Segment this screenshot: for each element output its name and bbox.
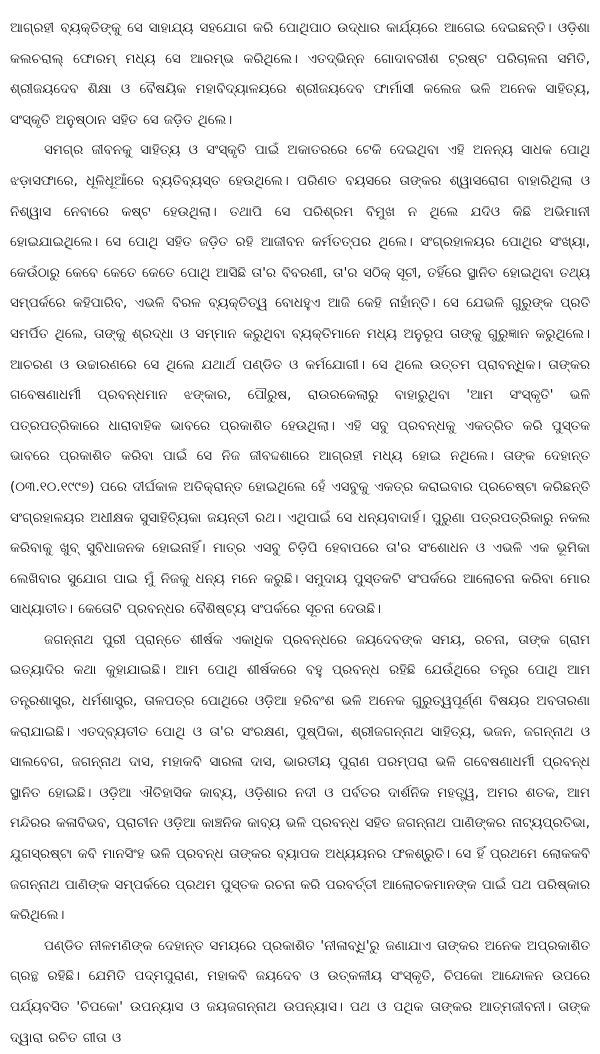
paragraph-essay-topics: ଜଗନ୍ନାଥ ପୁରୀ ପ୍ରାନ୍ତେ ଶୀର୍ଷକ ଏକାଧିକ ପ୍ରବନ୍ଧରେ ଜୟଦେବଙ୍କ ସମୟ, ରଚନା, ତାଙ୍କ ଗ୍ରାମ ଇତ୍ୟାଦିର କଥା କୁହାଯାଇଛି। ଆମ ପୋଥି ଶୀର୍ଷକରେ ବହୁ ପ୍ରବନ୍ଧ ରହିଛି ଯେଉଁଥିରେ ତନ୍ତ୍ର ପୋଥି ଆମ ତନ୍ତ୍ରଶାସ୍ତ୍ର, ଧର୍ମଶାସ୍ତ୍ର, ତାଳପତ୍ର ପୋଥିରେ ଓଡ଼ିଆ ହରିବଂଶ ଭଳି ଅନେକ ଗୁରୁତ୍ୱପୂର୍ଣ୍ଣ ବିଷୟର ଅବତାରଣା କରାଯାଇଛି। ଏତଦ୍‌ବ୍ୟତୀତ ପୋଥି ଓ ତା'ର ସଂରକ୍ଷଣ, ପୁଷ୍ପିକା, ଶ୍ରୀଜଗନ୍ନାଥ ସାହିତ୍ୟ, ଭଜନ, ଜଗନ୍ନାଥ ଓ ସାଲବେଗ, ଜଗନ୍ନାଥ ଦାସ, ମହାକବି ସାରଳା ଦାସ, ଭାରତୀୟ ପୁରାଣ ପରମ୍ପରା ଭଳି ଗବେଷଣାଧର୍ମୀ ପ୍ରବନ୍ଧ ସ୍ଥାନିତ ହୋଇଛି। ଓଡ଼ିଆ ଐତିହାସିକ କାବ୍ୟ, ଓଡ଼ିଶାର ନଦୀ ଓ ପର୍ବତର ଦାର୍ଶନିକ ମହତ୍ତ୍ୱ, ଅମର ଶତକ, ଆମ ମନ୍ଦିରର କଳାବିଭବ, ପ୍ରାଚୀନ ଓଡ଼ିଆ କାଞ୍ଚନିକ କାବ୍ୟ ଭଳି ପ୍ରବନ୍ଧ ସହିତ ଜଗନ୍ନାଥ ପାଣିଙ୍କର ନାଟ୍ୟପ୍ରତିଭା, ଯୁଗସ୍ରଷ୍ଟା କବି ମାନସିଂହ ଭଳି ପ୍ରବନ୍ଧ ତାଙ୍କର ବ୍ୟାପକ ଅଧ୍ୟୟନର ଫଳଶ୍ରୁତି। ସେ ହିଁ ପ୍ରଥମେ ଲୋକକବି ଜଗନ୍ନାଥ ପାଣିଙ୍କ ସମ୍ପର୍କରେ ପ୍ରଥମ ପୁସ୍ତକ ରଚନା କରି ପରବର୍ତ୍ତୀ ଆଲୋଚକମାନଙ୍କ ପାଇଁ ପଥ ପରିଷ୍କାର କରିଥିଲେ। bbox=[10, 632, 590, 924]
paragraph-institutions: ଆଗ୍ରହୀ ବ୍ୟକ୍ତିଙ୍କୁ ସେ ସାହାଯ୍ୟ ସହଯୋଗ କରି ପୋଥିପାଠ ଉଦ୍ଧାର କାର୍ଯ୍ୟରେ ଆଗେଇ ଦେଇଛନ୍ତି। ଓଡ଼ିଶା କଲଚରାଲ୍ ଫୋରମ୍ ମଧ୍ୟ ସେ ଆରମ୍ଭ କରିଥିଲେ। ଏତଦ୍‌ଭିନ୍ନ ଗୋଦାବରୀଶ ଟ୍ରଷ୍ଟ ପରିଚାଳନା ସମିତି, ଶ୍ରୀଜୟଦେବ ଶିକ୍ଷା ଓ ବୈଷୟିକ ମହାବିଦ୍ୟାଳୟରେ ଶ୍ରୀଜୟଦେବ ଫାର୍ମାସୀ କଲେଜ ଭଳି ଅନେକ ସାହିତ୍ୟ, ସଂସ୍କୃତି ଅନୁଷ୍ଠାନ ସହିତ ସେ ଜଡ଼ିତ ଥିଲେ। bbox=[10, 21, 590, 128]
paragraph-unpublished-works: ପଣ୍ଡିତ ନୀଳମଣିଙ୍କ ଦେହାନ୍ତ ସମୟରେ ପ୍ରକାଶିତ 'ନୀଳାବ୍ଧି'ରୁ ଜଣାଯାଏ ତାଙ୍କର ଅନେକ ଅପ୍ରକାଶିତ ଗ୍ରନ୍ଥ ରହିଛି। ଯେମିତି ପଦ୍ମପୁରାଣ, ମହାକବି ଜୟଦେବ ଓ ଉତ୍କଳୀୟ ସଂସ୍କୃତି, ଚିପକୋ ଆନ୍ଦୋଳନ ଉପରେ ପର୍ଯ୍ୟବସିତ 'ଚିପକୋ' ଉପନ୍ୟାସ ଓ ଜୟଜଗନ୍ନାଥ ଉପନ୍ୟାସ। ପଥ ଓ ପଥିକ ତାଙ୍କର ଆତ୍ମଜୀବନୀ। ତାଙ୍କ ଦ୍ୱାରା ରଚିତ ଗୀତା ଓ bbox=[10, 938, 590, 1046]
paragraph-life-and-essays: ସମଗ୍ର ଜୀବନକୁ ସାହିତ୍ୟ ଓ ସଂସ୍କୃତି ପାଇଁ ଅକାତରରେ ଟେକି ଦେଇଥିବା ଏହି ଅନନ୍ୟ ସାଧକ ପୋଥି ଝଡ଼ାସଫାରେ, ଧୂଳିଧୂଆଁରେ ବ୍ୟତିବ୍ୟସ୍ତ ହେଉଥିଲେ। ପରିଣତ ବୟସରେ ତାଙ୍କର ଶ୍ୱାସରୋଗ ବାହାରିଥିଲା ଓ ନିଶ୍ୱାସ ନେବାରେ କଷ୍ଟ ହେଉଥିଲା। ତଥାପି ସେ ପରିଶ୍ରମ ବିମୁଖ ନ ଥିଲେ ଯଦିଓ କିଛି ଅଭିମାନୀ ହୋଇଯାଇଥିଲେ। ସେ ପୋଥି ସହିତ ଜଡ଼ିତ ରହି ଆଜୀବନ କର୍ମତତ୍ପର ଥିଲେ। ସଂଗ୍ରହାଳୟର ପୋଥିର ସଂଖ୍ୟା, କେଉଁଠାରୁ କେବେ କେତେ କେତେ ପୋଥି ଆସିଛି ତା'ର ବିବରଣୀ, ତା'ର ସଠିକ୍ ସୂଚୀ, ତହିଁରେ ସ୍ଥାନିତ ହୋଇଥିବା ତଥ୍ୟ ସମ୍ପର୍କରେ କହିପାରିବ, ଏଭଳି ବିରଳ ବ୍ୟକ୍ତିତ୍ୱ ବୋଧହୁଏ ଆଜି କେହି ନାହାଁନ୍ତି। ସେ ଯେଭଳି ଗୁରୁଙ୍କ ପ୍ରତି ସମର୍ପିତ ଥିଲେ, ତାଙ୍କୁ ଶ୍ରଦ୍ଧା ଓ ସମ୍ମାନ କରୁଥିବା ବ୍ୟକ୍ତିମାନେ ମଧ୍ୟ ଅନୁରୂପ ତାଙ୍କୁ ଗୁରୁଜ୍ଞାନ କରୁଥିଲେ। ଆଚରଣ ଓ ଉଚ୍ଚାରଣରେ ସେ ଥିଲେ ଯଥାର୍ଥ ପଣ୍ଡିତ ଓ କର୍ମଯୋଗୀ। ସେ ଥିଲେ ଉତ୍ତମ ପ୍ରାବନ୍ଧିକ। ତାଙ୍କର ଗବେଷଣାଧର୍ମୀ ପ୍ରବନ୍ଧମାନ ଝଙ୍କାର, ପୌରୁଷ, ରାଉରକେଲାରୁ ବାହାରୁଥିବା 'ଆମ ସଂସ୍କୃତି' ଭଳି ପତ୍ରପତ୍ରିକାରେ ଧାରାବାହିକ ଭାବରେ ପ୍ରକାଶିତ ହେଉଥିଲା। ଏହି ସବୁ ପ୍ରବନ୍ଧକୁ ଏକତ୍ରିତ କରି ପୁସ୍ତକ ଭାବରେ ପ୍ରକାଶିତ କରିବା ପାଇଁ ସେ ନିଜ ଜୀବଦ୍ଦଶାରେ ଆଗ୍ରହୀ ମଧ୍ୟ ହୋଇ ନଥିଲେ। ତାଙ୍କ ଦେହାନ୍ତ (୦୩.୧୦.୧୯୯୭) ପରେ ଦୀର୍ଘକାଳ ଅତିକ୍ରାନ୍ତ ହୋଇଥିଲେ ହେଁ ଏସବୁକୁ ଏକତ୍ର କରାଇବାର ପ୍ରଚେଷ୍ଟା କରିଛନ୍ତି ସଂଗ୍ରହାଳୟର ଅଧୀକ୍ଷକ ସୁସାହିତ୍ୟିକା ଜୟନ୍ତୀ ରଥ। ଏଥିପାଇଁ ସେ ଧନ୍ୟବାଦାର୍ହ। ପୁରୁଣା ପତ୍ରପତ୍ରିକାରୁ ନକଲ କରିବାକୁ ଖୁବ୍ ସୁବିଧାଜନକ ହୋଇନାହିଁ। ମାତ୍ର ଏସବୁ ଚିଡ଼ିପି ହେବାପରେ ତା'ର ସଂଶୋଧନ ଓ ଏଭଳି ଏକ ଭୂମିକା ଲେଖିବାର ସୁଯୋଗ ପାଇ ମୁଁ ନିଜକୁ ଧନ୍ୟ ମନେ କରୁଛି। ସମୁଦାୟ ପୁସ୍ତକଟି ସଂପର୍କରେ ଆଲୋଚନା କରିବା ମୋର ସାଧ୍ୟାତୀତ। କେତୋଟି ପ୍ରବନ୍ଧର ବୈଶିଷ୍ଟ୍ୟ ସଂପର୍କରେ ସୂଚନା ଦେଉଛି। bbox=[10, 143, 590, 618]
